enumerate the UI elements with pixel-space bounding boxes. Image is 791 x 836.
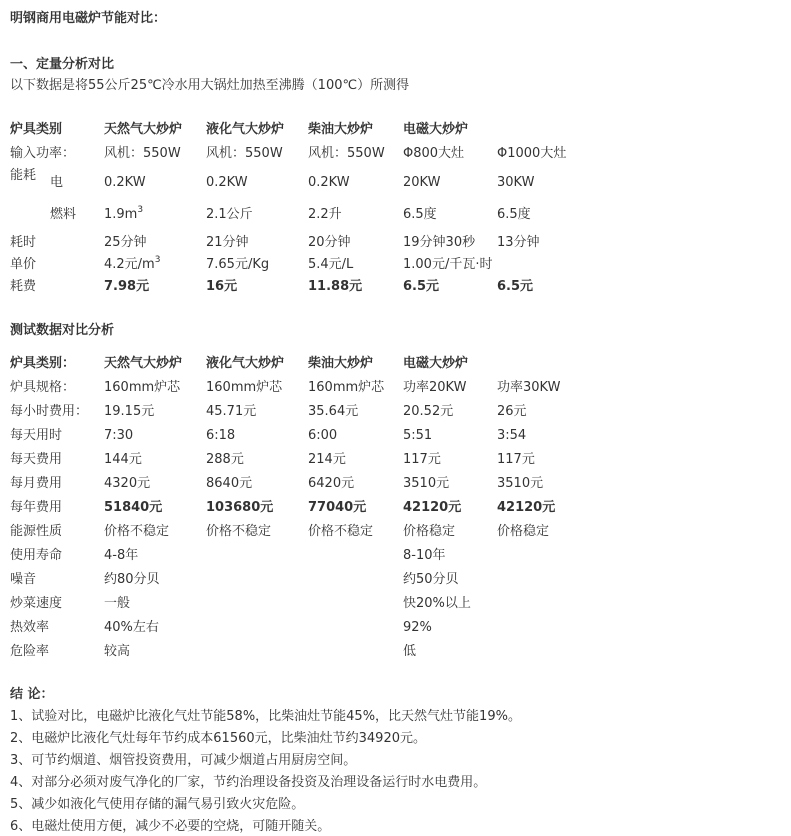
conclusion-item: 4、对部分必须对废气净化的厂家，节约治理设备投资及治理设备运行时水电费用。 — [10, 775, 487, 790]
s2-table-cell: 功率30KW — [497, 380, 561, 395]
s2-table-cell: 117元 — [497, 452, 535, 467]
s2-table-cell: 92% — [403, 620, 432, 635]
s2-table-row — [0, 426, 791, 446]
s1-cost-row — [0, 277, 791, 297]
s2-table-cell: 77040元 — [308, 500, 367, 515]
s1-cost-cell: 7.98元 — [104, 279, 150, 294]
s2-table-cell: 51840元 — [104, 500, 163, 515]
s2-table-cell: 8-10年 — [403, 548, 446, 563]
conclusion-item: 1、试验对比，电磁炉比液化气灶节能58%，比柴油灶节能45%，比天然气灶节能19%。 — [10, 709, 521, 724]
s1-fuel-cell: 2.2升 — [308, 207, 342, 222]
s2-table-cell: 价格不稳定 — [206, 524, 272, 539]
s2-table-cell: 8640元 — [206, 476, 253, 491]
s1-elec-cell: 电 — [50, 175, 64, 190]
s1-header-cell: 天然气大炒炉 — [104, 122, 183, 137]
s2-table-cell: 4320元 — [104, 476, 151, 491]
s1-power-cell: 风机：550W — [308, 146, 385, 161]
section2-heading: 测试数据对比分析 — [10, 323, 115, 338]
s2-table-row — [0, 402, 791, 422]
s1-price-cell — [104, 255, 160, 275]
s1-power-row — [0, 144, 791, 164]
s2-table-cell: 42120元 — [497, 500, 556, 515]
s1-time-cell: 20分钟 — [308, 235, 351, 250]
s2-table-cell: 柴油大炒炉 — [308, 356, 374, 371]
s2-table-cell: 约50分贝 — [403, 572, 459, 587]
superscript: 3 — [137, 204, 144, 215]
s2-table-row — [0, 546, 791, 566]
s2-table-cell: 6:18 — [206, 428, 236, 443]
s1-power-cell: Φ1000大灶 — [497, 146, 567, 161]
s2-table-cell: 约80分贝 — [104, 572, 160, 587]
s1-price-value: 4.2元/m — [104, 257, 155, 272]
s2-table-cell: 5:51 — [403, 428, 433, 443]
s2-table-cell: 炉具类别： — [10, 356, 76, 371]
s2-table-cell: 160mm炉芯 — [206, 380, 283, 395]
s2-table-cell: 19.15元 — [104, 404, 155, 419]
s2-table-row — [0, 618, 791, 638]
s2-table-cell: 价格不稳定 — [308, 524, 374, 539]
s2-table-row — [0, 354, 791, 374]
s1-time-cell: 耗时 — [10, 235, 37, 250]
s2-table-cell: 快20%以上 — [403, 596, 471, 611]
s1-elec-cell: 20KW — [403, 175, 441, 190]
s1-fuel-value: 1.9m — [104, 207, 138, 222]
s2-table-cell: 炉具规格： — [10, 380, 76, 395]
s2-table-cell: 117元 — [403, 452, 441, 467]
s1-header-cell: 炉具类别 — [10, 122, 63, 137]
s2-table-cell: 40%左右 — [104, 620, 159, 635]
s2-table-cell: 电磁大炒炉 — [403, 356, 469, 371]
s2-table-cell: 288元 — [206, 452, 244, 467]
s1-header-row — [0, 120, 791, 140]
s1-cost-cell: 16元 — [206, 279, 238, 294]
s1-cost-cell: 耗费 — [10, 279, 37, 294]
s2-table-cell: 7:30 — [104, 428, 134, 443]
s2-table-row — [0, 378, 791, 398]
s2-table-cell: 热效率 — [10, 620, 50, 635]
s1-price-cell: 单价 — [10, 257, 37, 272]
s1-header-cell: 电磁大炒炉 — [403, 122, 469, 137]
s2-table-row — [0, 522, 791, 542]
s1-price-cell: 1.00元/千瓦·时 — [403, 257, 493, 272]
s2-table-cell: 每月费用 — [10, 476, 63, 491]
s1-time-cell: 25分钟 — [104, 235, 147, 250]
s1-cost-cell: 6.5元 — [497, 279, 534, 294]
s2-table-row — [0, 594, 791, 614]
s2-table-cell: 20.52元 — [403, 404, 454, 419]
s2-table-cell: 使用寿命 — [10, 548, 63, 563]
s2-table-cell: 价格稳定 — [497, 524, 550, 539]
s1-header-cell: 柴油大炒炉 — [308, 122, 374, 137]
s1-fuel-cell: 6.5度 — [497, 207, 531, 222]
conclusion-heading: 结 论： — [10, 687, 54, 702]
s1-fuel-cell: 2.1公斤 — [206, 207, 253, 222]
conclusion-item: 3、可节约烟道、烟管投资费用，可减少烟道占用厨房空间。 — [10, 753, 357, 768]
s2-table-cell: 144元 — [104, 452, 142, 467]
s2-table-cell: 低 — [403, 644, 417, 659]
s2-table-cell: 噪音 — [10, 572, 37, 587]
s2-table-cell: 价格不稳定 — [104, 524, 170, 539]
s2-table-cell: 一般 — [104, 596, 131, 611]
s2-table-row — [0, 570, 791, 590]
s2-table-cell: 每天用时 — [10, 428, 63, 443]
s1-price-row — [0, 255, 791, 275]
s1-time-cell: 13分钟 — [497, 235, 540, 250]
s1-time-row — [0, 233, 791, 253]
s2-table-cell: 价格稳定 — [403, 524, 456, 539]
s1-time-cell: 19分钟30秒 — [403, 235, 476, 250]
s2-table-cell: 214元 — [308, 452, 346, 467]
s2-table-row — [0, 642, 791, 662]
section1-heading: 一、定量分析对比 — [10, 57, 115, 72]
s2-table-cell: 炒菜速度 — [10, 596, 63, 611]
s1-cost-cell: 11.88元 — [308, 279, 363, 294]
s2-table-cell: 较高 — [104, 644, 131, 659]
s1-power-cell: 输入功率： — [10, 146, 76, 161]
s1-elec-cell: 30KW — [497, 175, 535, 190]
s2-table-cell: 42120元 — [403, 500, 462, 515]
s2-table-cell: 160mm炉芯 — [308, 380, 385, 395]
s1-elec-cell: 0.2KW — [104, 175, 146, 190]
s1-price-cell: 7.65元/Kg — [206, 257, 270, 272]
s2-table-cell: 危险率 — [10, 644, 50, 659]
s2-table-cell: 功率20KW — [403, 380, 467, 395]
superscript: 3 — [154, 254, 161, 265]
s1-fuel-cell: 燃料 — [50, 207, 77, 222]
s2-table-cell: 160mm炉芯 — [104, 380, 181, 395]
s2-table-cell: 35.64元 — [308, 404, 359, 419]
s1-power-cell: Φ800大灶 — [403, 146, 465, 161]
s2-table-cell: 每年费用 — [10, 500, 63, 515]
s2-table-cell: 4-8年 — [104, 548, 139, 563]
s2-table-cell: 液化气大炒炉 — [206, 356, 285, 371]
conclusion-item: 2、电磁炉比液化气灶每年节约成本61560元，比柴油灶节约34920元。 — [10, 731, 426, 746]
s1-elec-row — [0, 173, 791, 193]
s1-power-cell: 风机：550W — [104, 146, 181, 161]
s2-table-cell: 能源性质 — [10, 524, 63, 539]
s1-fuel-cell — [104, 205, 143, 225]
conclusion-item: 5、减少如液化气使用存储的漏气易引致火灾危险。 — [10, 797, 305, 812]
s2-table-cell: 6:00 — [308, 428, 338, 443]
s1-fuel-cell: 6.5度 — [403, 207, 437, 222]
s2-table-cell: 每天费用 — [10, 452, 63, 467]
s2-table-row — [0, 498, 791, 518]
page-title: 明钢商用电磁炉节能对比： — [10, 11, 167, 26]
s2-table-cell: 3:54 — [497, 428, 527, 443]
s1-price-cell: 5.4元/L — [308, 257, 354, 272]
s1-time-cell: 21分钟 — [206, 235, 249, 250]
s2-table-cell: 天然气大炒炉 — [104, 356, 183, 371]
s1-power-cell: 风机：550W — [206, 146, 283, 161]
s2-table-cell: 45.71元 — [206, 404, 257, 419]
s2-table-cell: 3510元 — [403, 476, 450, 491]
s2-table-row — [0, 474, 791, 494]
s1-cost-cell: 6.5元 — [403, 279, 440, 294]
s2-table-cell: 26元 — [497, 404, 527, 419]
s1-fuel-row — [0, 205, 791, 225]
s2-table-row — [0, 450, 791, 470]
s2-table-cell: 每小时费用： — [10, 404, 89, 419]
s1-elec-cell: 0.2KW — [308, 175, 350, 190]
s2-table-cell: 6420元 — [308, 476, 355, 491]
s1-energy-label: 能耗 — [10, 168, 37, 183]
conclusion-item: 6、电磁灶使用方便，减少不必要的空烧，可随开随关。 — [10, 819, 331, 834]
s2-table-cell: 3510元 — [497, 476, 544, 491]
s1-header-cell: 液化气大炒炉 — [206, 122, 285, 137]
s1-elec-cell: 0.2KW — [206, 175, 248, 190]
section1-intro: 以下数据是将55公斤25℃冷水用大锅灶加热至沸腾（100℃）所测得 — [10, 78, 410, 93]
s2-table-cell: 103680元 — [206, 500, 274, 515]
